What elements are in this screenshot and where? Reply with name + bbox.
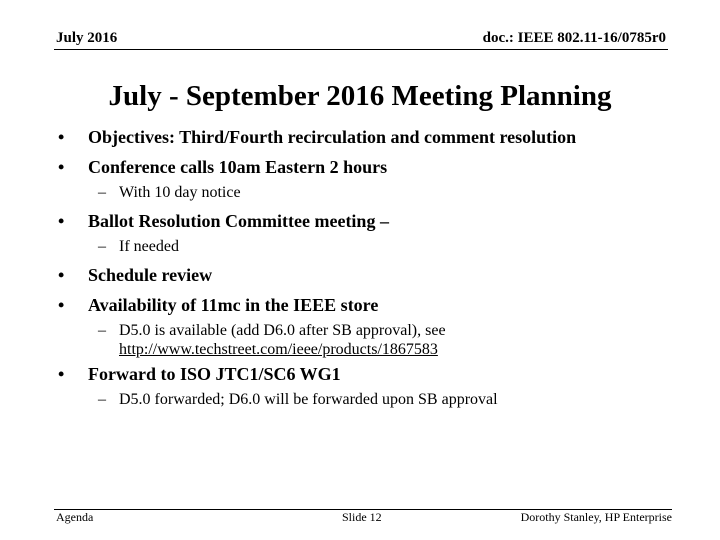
bullet-brc-meeting xyxy=(58,210,680,232)
bullet-icon: • xyxy=(58,157,65,177)
bullet-text: Forward to ISO JTC1/SC6 WG1 xyxy=(88,364,341,384)
bullet-icon: • xyxy=(58,364,65,384)
footer-slide-number: Slide 12 xyxy=(342,510,382,524)
footer-agenda: Agenda xyxy=(56,510,94,524)
bullet-icon: • xyxy=(58,295,65,315)
dash-icon: – xyxy=(98,238,106,255)
sub-bullet-text: If needed xyxy=(119,238,179,255)
sub-bullet-if-needed xyxy=(58,237,680,256)
dash-icon: – xyxy=(98,322,106,339)
sub-bullet-store-availability xyxy=(58,321,680,359)
sub-bullet-text: D5.0 is available (add D6.0 after SB approval), see xyxy=(119,322,446,339)
bullet-text: Ballot Resolution Committee meeting – xyxy=(88,211,389,231)
bullet-iso-forward xyxy=(58,363,680,385)
bullet-schedule-review xyxy=(58,264,680,286)
bullet-icon: • xyxy=(58,211,65,231)
header-date: July 2016 xyxy=(56,30,118,46)
dash-icon: – xyxy=(98,184,106,201)
slide-title: July - September 2016 Meeting Planning xyxy=(108,80,612,112)
sub-bullet-notice xyxy=(58,183,680,202)
bullet-icon: • xyxy=(58,265,65,285)
sub-bullet-text: D5.0 forwarded; D6.0 will be forwarded upon SB approval xyxy=(119,391,498,408)
sub-bullet-text: With 10 day notice xyxy=(119,184,241,201)
dash-icon: – xyxy=(98,391,106,408)
bullet-conference-calls xyxy=(58,156,680,178)
bullet-text: Objectives: Third/Fourth recirculation and comment resolution xyxy=(88,127,577,147)
bullet-icon: • xyxy=(58,127,65,147)
footer-author: Dorothy Stanley, HP Enterprise xyxy=(520,510,672,524)
bullet-text: Availability of 11mc in the IEEE store xyxy=(88,295,379,315)
bullet-objectives xyxy=(58,126,680,148)
header-divider xyxy=(54,49,668,50)
sub-bullet-d5-forwarded xyxy=(58,390,680,409)
slide-body xyxy=(58,126,680,409)
bullet-text: Schedule review xyxy=(88,265,213,285)
bullet-text: Conference calls 10am Eastern 2 hours xyxy=(88,157,388,177)
techstreet-link[interactable]: http://www.techstreet.com/ieee/products/1867583 xyxy=(119,341,438,358)
header-doc-id: doc.: IEEE 802.11-16/0785r0 xyxy=(482,30,666,46)
bullet-ieee-store xyxy=(58,294,680,316)
